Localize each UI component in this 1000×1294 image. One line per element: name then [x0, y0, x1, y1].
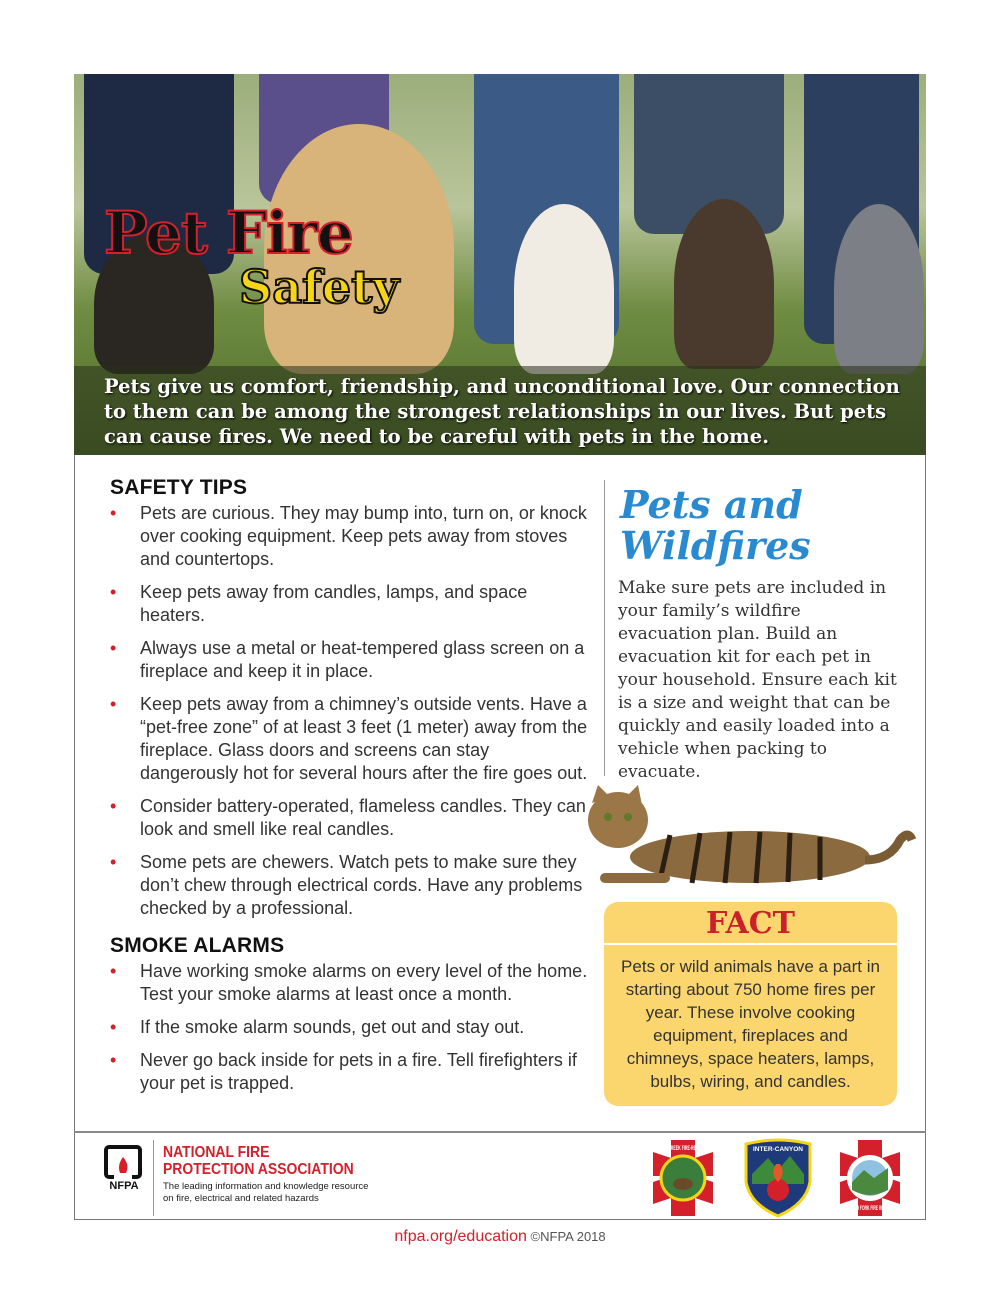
north-fork-badge-icon — [830, 1138, 910, 1218]
list-item: • Keep pets away from candles, lamps, and space heaters. — [110, 582, 528, 625]
svg-text:NFPA: NFPA — [109, 1180, 139, 1192]
wildfires-text: Make sure pets are included in your family’s wildfire evacuation plan. Build an evacuation kit for each pet in your household. Ensure each kit is a size and weight that can be quickly and easily loaded into a vehicle when packing to evacuate. — [618, 578, 897, 782]
smoke-alarms-list — [110, 960, 590, 1095]
org-name: NATIONAL FIRE PROTECTION ASSOCIATION — [163, 1144, 354, 1178]
fact-box — [604, 902, 897, 1106]
smoke-alarms-heading: SMOKE ALARMS — [110, 934, 285, 957]
list-item: • Have working smoke alarms on every level of the home. Test your smoke alarms at least once a month. — [110, 961, 588, 1004]
list-item: • Always use a metal or heat-tempered glass screen on a fireplace and keep it in place. — [110, 638, 585, 681]
elk-creek-badge-icon — [643, 1138, 723, 1218]
fact-text: Pets or wild animals have a part in starting about 750 home fires per year. These involve cooking equipment, fireplaces and chimneys, space heaters, lamps, bulbs, wiring, and candles. — [621, 957, 880, 1091]
inter-canyon-badge-icon — [738, 1138, 818, 1218]
list-item: • Some pets are chewers. Watch pets to make sure they don’t chew through electrical cords. Have any problems checked by a professional. — [110, 852, 583, 918]
list-item: • If the smoke alarm sounds, get out and stay out. — [110, 1017, 525, 1037]
title-safety: Safety — [239, 260, 400, 314]
safety-tips-list — [110, 502, 590, 920]
badge-label-inter-canyon: INTER-CANYON — [753, 1147, 803, 1153]
nfpa-logo-icon — [102, 1145, 146, 1191]
column-divider — [604, 480, 605, 776]
list-item: • Never go back inside for pets in a fire. Tell firefighters if your pet is trapped. — [110, 1050, 577, 1093]
intro-text: Pets give us comfort, friendship, and unconditional love. Our connection to them can be among the strongest relationships in our lives. But pets can cause fires. We need to be careful with pets in the home. — [104, 375, 900, 448]
badge-label-elk-creek: ELK CREEK FIRE-RESCUE — [660, 1146, 706, 1152]
footer-divider — [74, 1131, 926, 1133]
list-item: • Keep pets away from a chimney’s outside vents. Have a “pet-free zone” of at least 3 feet (1 meter) away from the fireplace. Glass doors and screens can stay dangerously hot for several hours after the fire goes out. — [110, 694, 588, 783]
title-pet-fire: Pet Fire — [104, 199, 353, 267]
copyright: ©NFPA 2018 — [530, 1229, 606, 1244]
safety-tips-heading: SAFETY TIPS — [110, 476, 248, 499]
footer-credits — [0, 1228, 1000, 1246]
list-item: • Pets are curious. They may bump into, turn on, or knock over cooking equipment. Keep pets away from stoves and countertops. — [110, 503, 587, 569]
badge-label-north-fork: NORTH FORK FIRE RESCUE — [847, 1206, 893, 1212]
footer-vertical-divider — [153, 1140, 154, 1216]
hero-photo — [74, 74, 926, 455]
list-item: • Consider battery-operated, flameless candles. They can look and smell like real candles. — [110, 796, 586, 839]
org-tagline: The leading information and knowledge resource on fire, electrical and related hazards — [163, 1181, 369, 1204]
fact-heading: FACT — [604, 902, 897, 945]
tips-column — [110, 476, 590, 1105]
wildfires-title: Pets and Wildfires — [620, 482, 811, 568]
cat-image — [580, 785, 915, 890]
nfpa-education-link[interactable]: nfpa.org/education — [394, 1228, 527, 1245]
